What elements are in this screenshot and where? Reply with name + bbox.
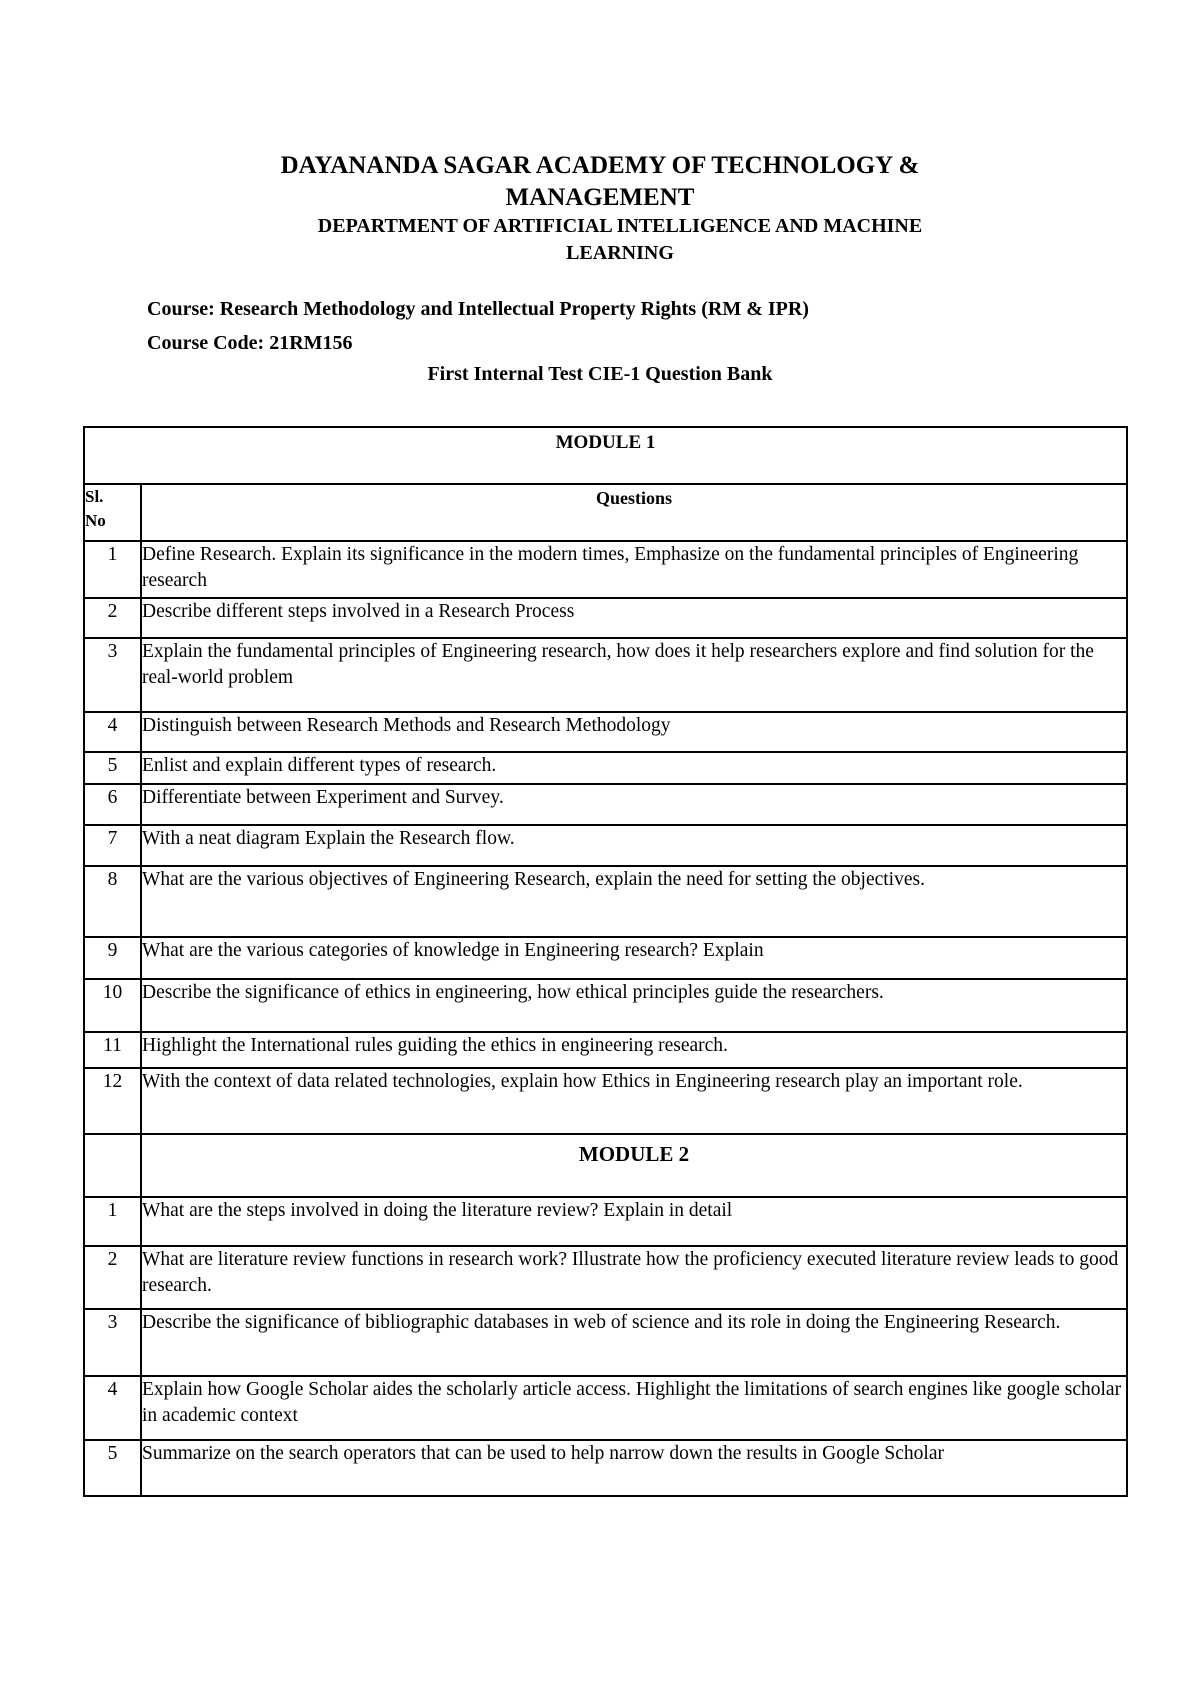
question-text: Highlight the International rules guiding the ethics in engineering research. bbox=[141, 1032, 1127, 1068]
question-text: What are literature review functions in research work? Illustrate how the proficiency executed literature review leads to good research. bbox=[141, 1246, 1127, 1309]
department-name-line2: LEARNING bbox=[566, 242, 674, 264]
question-number: 4 bbox=[84, 712, 141, 752]
sl-no-header bbox=[84, 484, 141, 541]
question-text: What are the various categories of knowledge in Engineering research? Explain bbox=[141, 937, 1127, 979]
table-row bbox=[84, 598, 1127, 638]
question-text: Enlist and explain different types of research. bbox=[141, 752, 1127, 784]
table-row bbox=[84, 638, 1127, 712]
questions-header: Questions bbox=[141, 484, 1127, 541]
question-table bbox=[83, 426, 1128, 1497]
question-text: With the context of data related technologies, explain how Ethics in Engineering research play an important role. bbox=[141, 1068, 1127, 1134]
department-name-line1: DEPARTMENT OF ARTIFICIAL INTELLIGENCE AND MACHINE bbox=[317, 215, 923, 237]
table-row bbox=[84, 1440, 1127, 1496]
table-row bbox=[84, 541, 1127, 598]
question-number: 1 bbox=[84, 1197, 141, 1246]
table-row bbox=[84, 752, 1127, 784]
question-number: 7 bbox=[84, 825, 141, 866]
question-number: 2 bbox=[84, 598, 141, 638]
test-title: First Internal Test CIE-1 Question Bank bbox=[427, 363, 773, 385]
question-text: Distinguish between Research Methods and Research Methodology bbox=[141, 712, 1127, 752]
question-text: Define Research. Explain its significance in the modern times, Emphasize on the fundamental principles of Engineering research bbox=[141, 541, 1127, 598]
table-row bbox=[84, 1309, 1127, 1376]
sl-no-header-line2: No bbox=[85, 511, 106, 530]
table-row bbox=[84, 937, 1127, 979]
question-number: 3 bbox=[84, 638, 141, 712]
question-number: 4 bbox=[84, 1376, 141, 1440]
table-row bbox=[84, 979, 1127, 1032]
question-number: 12 bbox=[84, 1068, 141, 1134]
question-number: 3 bbox=[84, 1309, 141, 1376]
question-number: 6 bbox=[84, 784, 141, 825]
table-row bbox=[84, 712, 1127, 752]
question-number: 5 bbox=[84, 752, 141, 784]
question-number: 11 bbox=[84, 1032, 141, 1068]
question-number: 8 bbox=[84, 866, 141, 937]
module-header-row bbox=[84, 427, 1127, 484]
question-text: With a neat diagram Explain the Research flow. bbox=[141, 825, 1127, 866]
module-1-title: MODULE 1 bbox=[84, 427, 1127, 484]
institution-name-line1: DAYANANDA SAGAR ACADEMY OF TECHNOLOGY & bbox=[280, 152, 920, 179]
question-text: What are the steps involved in doing the literature review? Explain in detail bbox=[141, 1197, 1127, 1246]
course-code: Course Code: 21RM156 bbox=[147, 332, 353, 354]
question-number: 10 bbox=[84, 979, 141, 1032]
sl-no-header-line1: Sl. bbox=[85, 487, 104, 506]
module-2-title: MODULE 2 bbox=[141, 1134, 1127, 1197]
table-row bbox=[84, 1032, 1127, 1068]
department-name bbox=[220, 213, 1020, 267]
question-text: Describe different steps involved in a Research Process bbox=[141, 598, 1127, 638]
question-text: Explain how Google Scholar aides the scholarly article access. Highlight the limitations of search engines like google scholar in academic context bbox=[141, 1376, 1127, 1440]
question-number: 9 bbox=[84, 937, 141, 979]
question-text: What are the various objectives of Engineering Research, explain the need for setting the objectives. bbox=[141, 866, 1127, 937]
table-row bbox=[84, 866, 1127, 937]
question-number: 5 bbox=[84, 1440, 141, 1496]
question-text: Describe the significance of ethics in engineering, how ethical principles guide the researchers. bbox=[141, 979, 1127, 1032]
table-row bbox=[84, 1068, 1127, 1134]
institution-name-line2: MANAGEMENT bbox=[505, 184, 695, 211]
column-header-row bbox=[84, 484, 1127, 541]
table-row bbox=[84, 825, 1127, 866]
table-row bbox=[84, 784, 1127, 825]
question-text: Differentiate between Experiment and Survey. bbox=[141, 784, 1127, 825]
course-name: Course: Research Methodology and Intellectual Property Rights (RM & IPR) bbox=[147, 298, 809, 320]
question-text: Describe the significance of bibliographic databases in web of science and its role in doing the Engineering Research. bbox=[141, 1309, 1127, 1376]
institution-name bbox=[200, 150, 1000, 214]
question-number: 1 bbox=[84, 541, 141, 598]
question-number: 2 bbox=[84, 1246, 141, 1309]
question-text: Explain the fundamental principles of Engineering research, how does it help researchers explore and find solution for the real-world problem bbox=[141, 638, 1127, 712]
module-2-number-cell bbox=[84, 1134, 141, 1197]
table-row bbox=[84, 1246, 1127, 1309]
table-row bbox=[84, 1197, 1127, 1246]
table-row bbox=[84, 1376, 1127, 1440]
question-text: Summarize on the search operators that can be used to help narrow down the results in Google Scholar bbox=[141, 1440, 1127, 1496]
module-header-row bbox=[84, 1134, 1127, 1197]
